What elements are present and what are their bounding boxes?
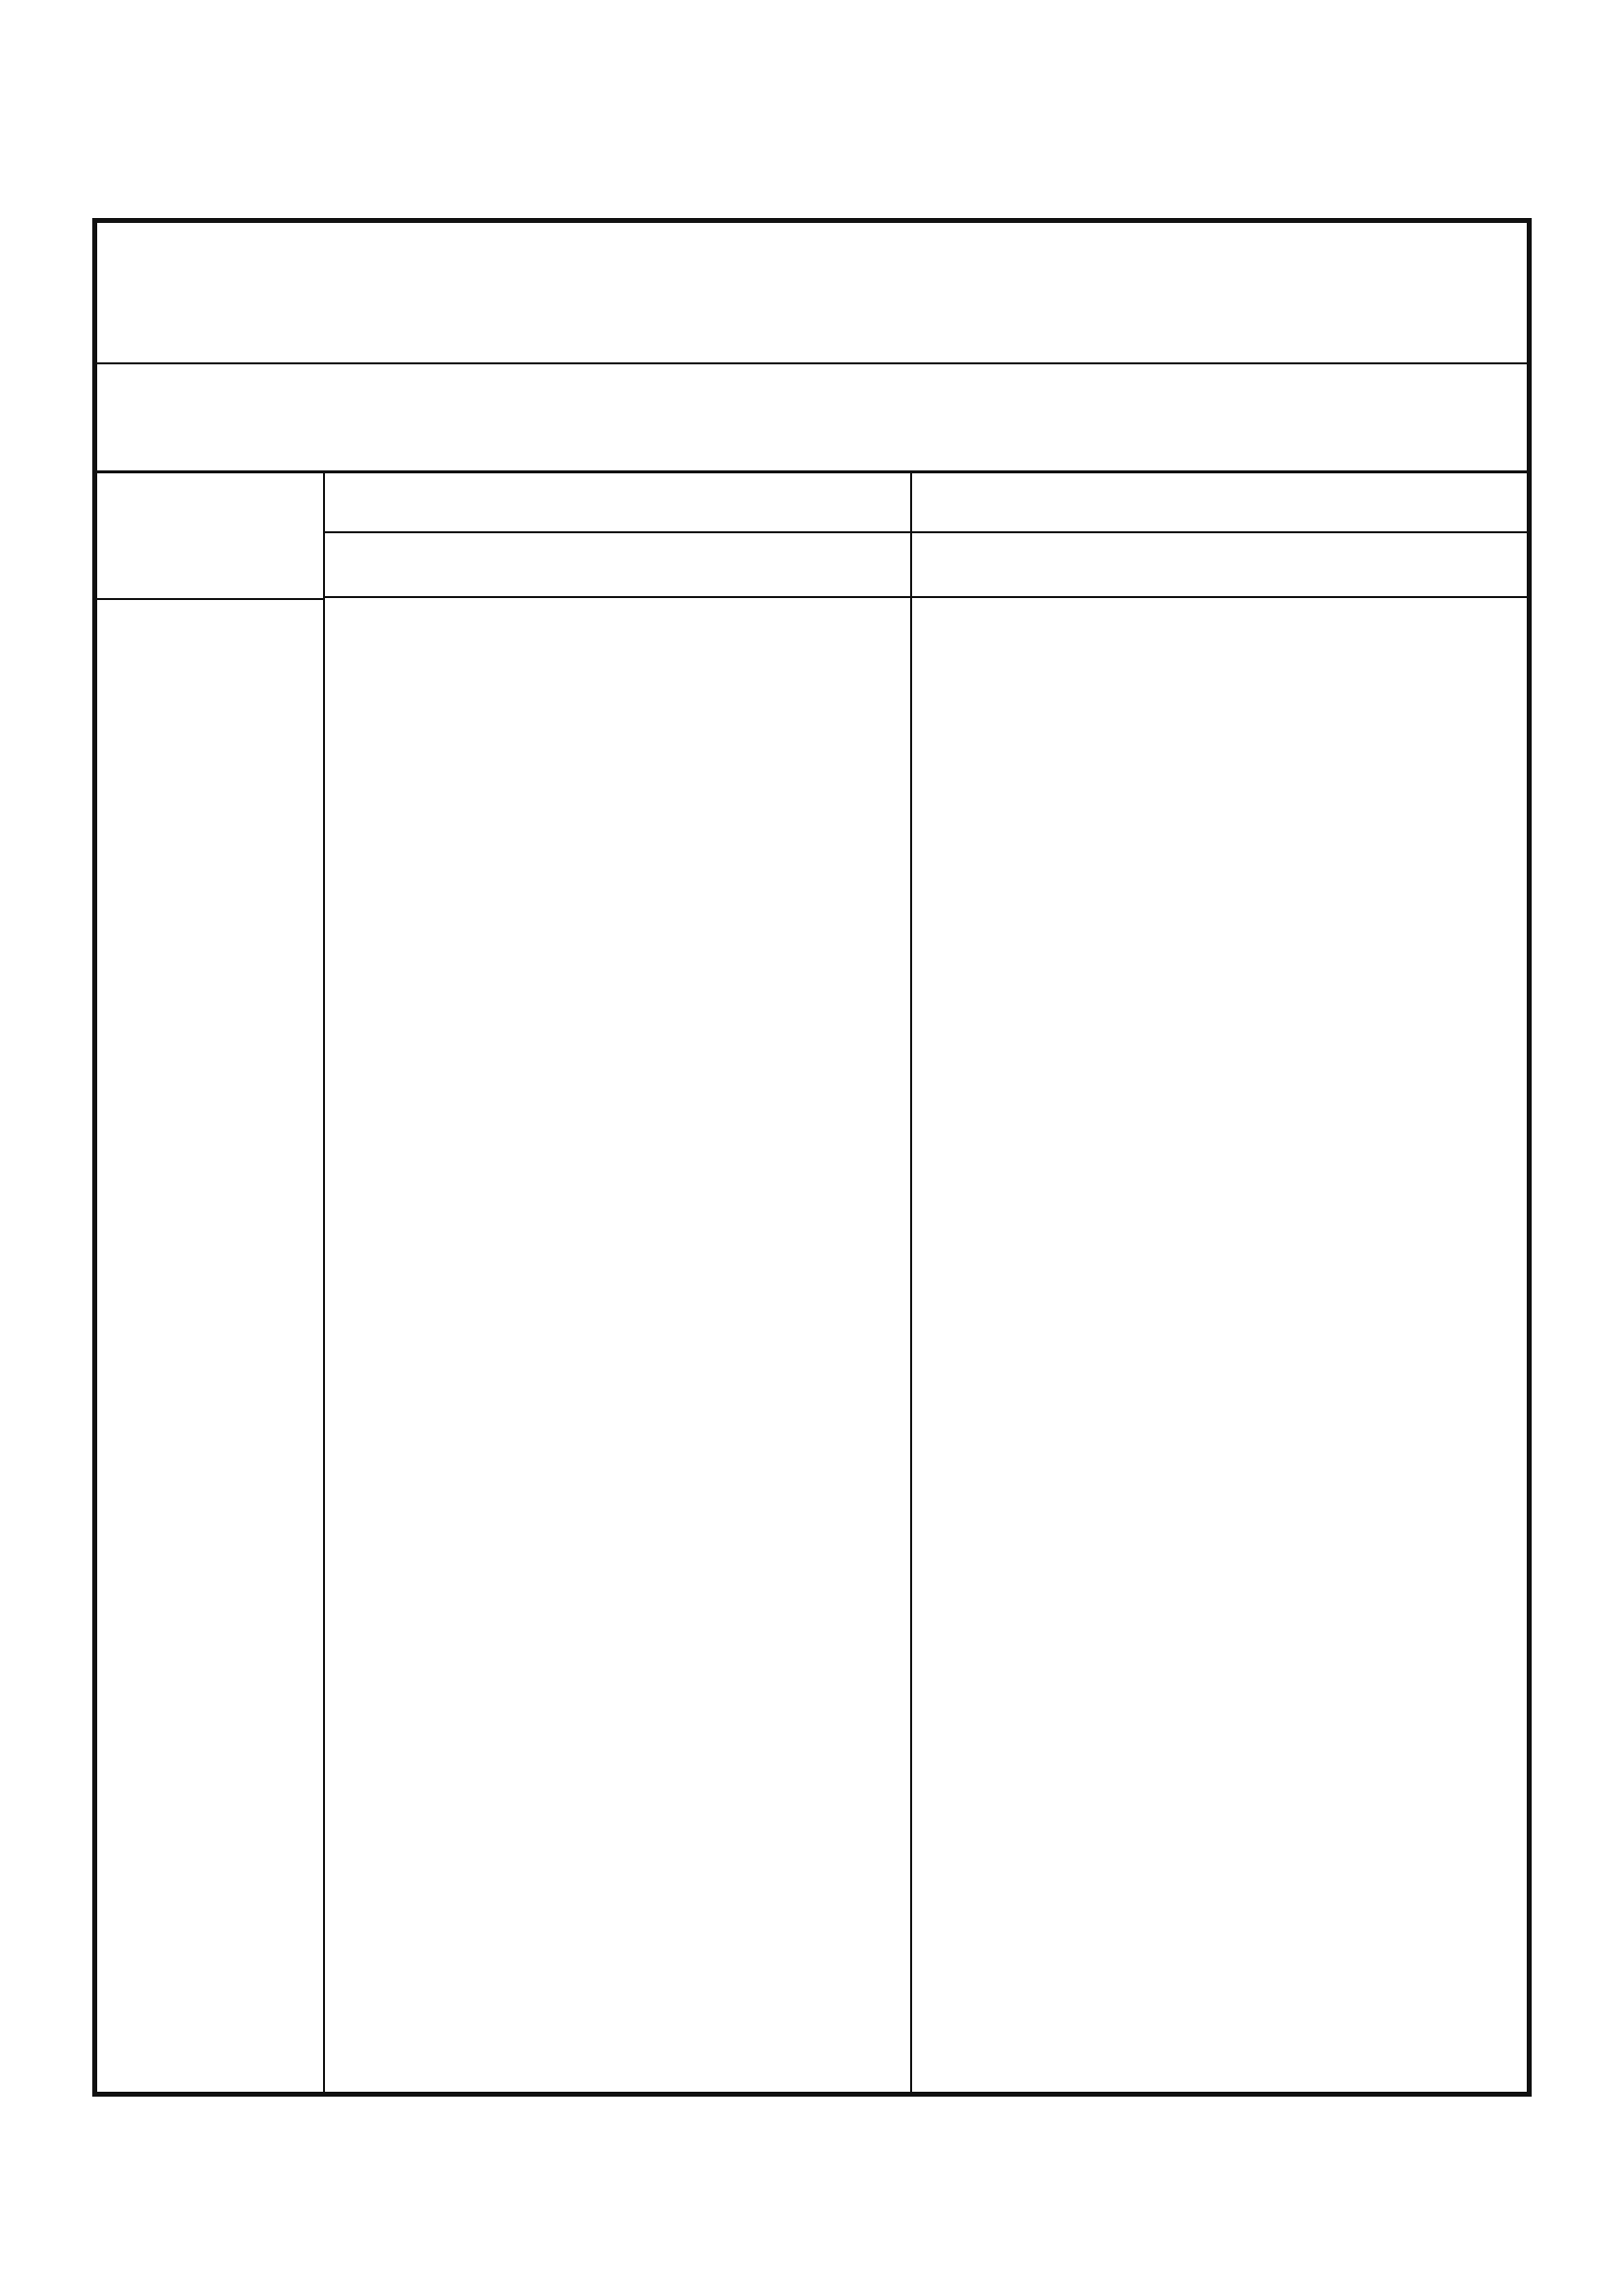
form-title-row (97, 223, 1527, 364)
license-form-frame (92, 218, 1532, 2097)
column-divider (910, 470, 912, 2092)
header-change-item (97, 470, 323, 600)
header-incoming-doc-no (325, 535, 910, 598)
header-change-content (912, 535, 1527, 598)
header-completion-approval-no (912, 470, 1527, 533)
form-subtitle-row (97, 362, 1527, 473)
header-approval-doc-no (325, 470, 910, 533)
column-divider (323, 470, 325, 2092)
